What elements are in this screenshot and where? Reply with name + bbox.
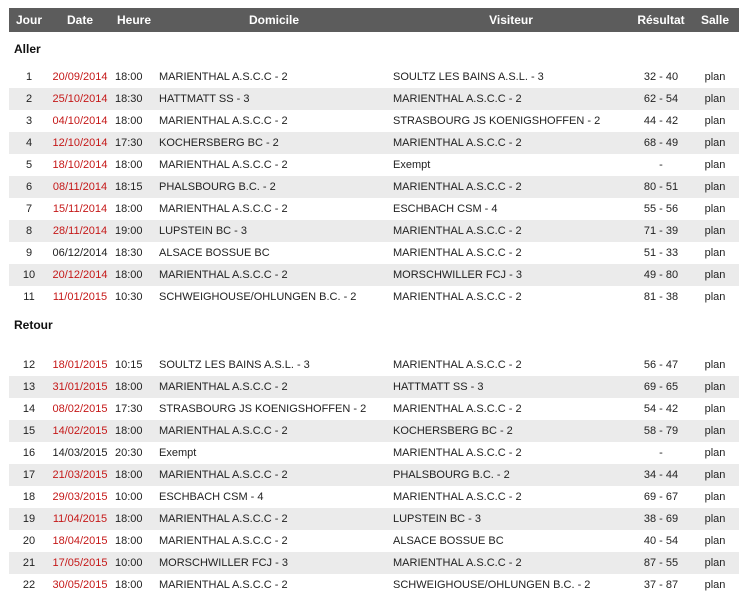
jour-cell: 8 [9, 220, 49, 242]
date-link[interactable]: 18/04/2015 [49, 530, 111, 552]
salle-plan-link[interactable]: plan [691, 530, 739, 552]
table-row [9, 464, 739, 486]
visiteur-team: MARIENTHAL A.S.C.C - 2 [391, 176, 631, 198]
heure-cell: 17:30 [111, 398, 157, 420]
heure-cell: 18:00 [111, 464, 157, 486]
heure-cell: 18:00 [111, 508, 157, 530]
date-link[interactable]: 29/03/2015 [49, 486, 111, 508]
resultat-cell: 87 - 55 [631, 552, 691, 574]
header-heure: Heure [111, 8, 157, 32]
domicile-team: MARIENTHAL A.S.C.C - 2 [157, 154, 391, 176]
resultat-cell: 58 - 79 [631, 420, 691, 442]
domicile-team: MARIENTHAL A.S.C.C - 2 [157, 264, 391, 286]
domicile-team: SCHWEIGHOUSE/OHLUNGEN B.C. - 2 [157, 286, 391, 308]
jour-cell: 7 [9, 198, 49, 220]
salle-plan-link[interactable]: plan [691, 420, 739, 442]
resultat-cell: 68 - 49 [631, 132, 691, 154]
visiteur-team: MARIENTHAL A.S.C.C - 2 [391, 220, 631, 242]
jour-cell: 13 [9, 376, 49, 398]
jour-cell: 19 [9, 508, 49, 530]
table-row [9, 376, 739, 398]
section-title: Aller [9, 32, 739, 66]
domicile-team: MARIENTHAL A.S.C.C - 2 [157, 376, 391, 398]
heure-cell: 18:00 [111, 530, 157, 552]
table-row [9, 530, 739, 552]
resultat-cell: 44 - 42 [631, 110, 691, 132]
date-link[interactable]: 11/04/2015 [49, 508, 111, 530]
jour-cell: 21 [9, 552, 49, 574]
resultat-cell: 37 - 87 [631, 574, 691, 596]
jour-cell: 22 [9, 574, 49, 596]
salle-plan-link[interactable]: plan [691, 132, 739, 154]
salle-plan-link[interactable]: plan [691, 354, 739, 376]
domicile-team: MARIENTHAL A.S.C.C - 2 [157, 66, 391, 88]
resultat-cell: - [631, 154, 691, 176]
resultat-cell: 80 - 51 [631, 176, 691, 198]
jour-cell: 12 [9, 354, 49, 376]
domicile-team: MARIENTHAL A.S.C.C - 2 [157, 574, 391, 596]
salle-plan-link[interactable]: plan [691, 508, 739, 530]
visiteur-team: MORSCHWILLER FCJ - 3 [391, 264, 631, 286]
jour-cell: 14 [9, 398, 49, 420]
table-row [9, 154, 739, 176]
domicile-team: Exempt [157, 442, 391, 464]
table-row [9, 398, 739, 420]
visiteur-team: KOCHERSBERG BC - 2 [391, 420, 631, 442]
table-row [9, 242, 739, 264]
date-link: 06/12/2014 [49, 242, 111, 264]
visiteur-team: MARIENTHAL A.S.C.C - 2 [391, 398, 631, 420]
salle-plan-link[interactable]: plan [691, 198, 739, 220]
heure-cell: 18:00 [111, 198, 157, 220]
jour-cell: 9 [9, 242, 49, 264]
heure-cell: 19:00 [111, 220, 157, 242]
heure-cell: 18:00 [111, 574, 157, 596]
resultat-cell: 71 - 39 [631, 220, 691, 242]
visiteur-team: PHALSBOURG B.C. - 2 [391, 464, 631, 486]
jour-cell: 20 [9, 530, 49, 552]
heure-cell: 18:00 [111, 420, 157, 442]
salle-plan-link[interactable]: plan [691, 464, 739, 486]
resultat-cell: 40 - 54 [631, 530, 691, 552]
domicile-team: MARIENTHAL A.S.C.C - 2 [157, 464, 391, 486]
table-row [9, 176, 739, 198]
salle-plan-link[interactable]: plan [691, 66, 739, 88]
domicile-team: MARIENTHAL A.S.C.C - 2 [157, 508, 391, 530]
jour-cell: 6 [9, 176, 49, 198]
heure-cell: 20:30 [111, 442, 157, 464]
visiteur-team: MARIENTHAL A.S.C.C - 2 [391, 88, 631, 110]
table-row [9, 198, 739, 220]
salle-plan-link[interactable]: plan [691, 242, 739, 264]
date-link[interactable]: 28/11/2014 [49, 220, 111, 242]
resultat-cell: 55 - 56 [631, 198, 691, 220]
section-row [9, 308, 739, 342]
heure-cell: 10:00 [111, 486, 157, 508]
domicile-team: ALSACE BOSSUE BC [157, 242, 391, 264]
jour-cell: 4 [9, 132, 49, 154]
header-jour: Jour [9, 8, 49, 32]
header-salle: Salle [691, 8, 739, 32]
section-spacer [9, 342, 739, 354]
heure-cell: 10:15 [111, 354, 157, 376]
resultat-cell: 69 - 65 [631, 376, 691, 398]
heure-cell: 18:30 [111, 242, 157, 264]
heure-cell: 18:00 [111, 110, 157, 132]
date-link[interactable]: 12/10/2014 [49, 132, 111, 154]
visiteur-team: HATTMATT SS - 3 [391, 376, 631, 398]
table-row [9, 354, 739, 376]
table-row [9, 88, 739, 110]
jour-cell: 1 [9, 66, 49, 88]
date-link[interactable]: 18/01/2015 [49, 354, 111, 376]
header-date: Date [49, 8, 111, 32]
resultat-cell: 56 - 47 [631, 354, 691, 376]
date-link[interactable]: 20/09/2014 [49, 66, 111, 88]
visiteur-team: SOULTZ LES BAINS A.S.L. - 3 [391, 66, 631, 88]
schedule-table [9, 8, 739, 596]
salle-plan-link[interactable]: plan [691, 442, 739, 464]
table-row [9, 110, 739, 132]
table-row [9, 220, 739, 242]
date-link[interactable]: 17/05/2015 [49, 552, 111, 574]
visiteur-team: MARIENTHAL A.S.C.C - 2 [391, 486, 631, 508]
visiteur-team: MARIENTHAL A.S.C.C - 2 [391, 242, 631, 264]
salle-plan-link[interactable]: plan [691, 264, 739, 286]
visiteur-team: MARIENTHAL A.S.C.C - 2 [391, 552, 631, 574]
visiteur-team: LUPSTEIN BC - 3 [391, 508, 631, 530]
domicile-team: HATTMATT SS - 3 [157, 88, 391, 110]
resultat-cell: 81 - 38 [631, 286, 691, 308]
domicile-team: MORSCHWILLER FCJ - 3 [157, 552, 391, 574]
section-row [9, 32, 739, 66]
date-link[interactable]: 04/10/2014 [49, 110, 111, 132]
visiteur-team: Exempt [391, 154, 631, 176]
resultat-cell: 38 - 69 [631, 508, 691, 530]
heure-cell: 18:00 [111, 66, 157, 88]
salle-plan-link[interactable]: plan [691, 552, 739, 574]
visiteur-team: SCHWEIGHOUSE/OHLUNGEN B.C. - 2 [391, 574, 631, 596]
salle-plan-link[interactable]: plan [691, 220, 739, 242]
table-row [9, 486, 739, 508]
table-row [9, 286, 739, 308]
date-link[interactable]: 08/02/2015 [49, 398, 111, 420]
jour-cell: 18 [9, 486, 49, 508]
resultat-cell: 62 - 54 [631, 88, 691, 110]
domicile-team: SOULTZ LES BAINS A.S.L. - 3 [157, 354, 391, 376]
table-row [9, 574, 739, 596]
resultat-cell: 69 - 67 [631, 486, 691, 508]
salle-plan-link[interactable]: plan [691, 154, 739, 176]
visiteur-team: MARIENTHAL A.S.C.C - 2 [391, 286, 631, 308]
domicile-team: MARIENTHAL A.S.C.C - 2 [157, 110, 391, 132]
header-domicile: Domicile [157, 8, 391, 32]
visiteur-team: ESCHBACH CSM - 4 [391, 198, 631, 220]
header-resultat: Résultat [631, 8, 691, 32]
date-link[interactable]: 14/02/2015 [49, 420, 111, 442]
resultat-cell: 51 - 33 [631, 242, 691, 264]
resultat-cell: 32 - 40 [631, 66, 691, 88]
visiteur-team: ALSACE BOSSUE BC [391, 530, 631, 552]
table-row [9, 552, 739, 574]
jour-cell: 16 [9, 442, 49, 464]
table-row [9, 442, 739, 464]
header-row [9, 8, 739, 32]
salle-plan-link[interactable]: plan [691, 286, 739, 308]
visiteur-team: STRASBOURG JS KOENIGSHOFFEN - 2 [391, 110, 631, 132]
date-link[interactable]: 08/11/2014 [49, 176, 111, 198]
date-link[interactable]: 31/01/2015 [49, 376, 111, 398]
date-link[interactable]: 15/11/2014 [49, 198, 111, 220]
heure-cell: 17:30 [111, 132, 157, 154]
domicile-team: MARIENTHAL A.S.C.C - 2 [157, 198, 391, 220]
table-row [9, 420, 739, 442]
jour-cell: 15 [9, 420, 49, 442]
salle-plan-link[interactable]: plan [691, 88, 739, 110]
domicile-team: KOCHERSBERG BC - 2 [157, 132, 391, 154]
date-link[interactable]: 30/05/2015 [49, 574, 111, 596]
resultat-cell: 34 - 44 [631, 464, 691, 486]
heure-cell: 10:30 [111, 286, 157, 308]
salle-plan-link[interactable]: plan [691, 376, 739, 398]
jour-cell: 5 [9, 154, 49, 176]
visiteur-team: MARIENTHAL A.S.C.C - 2 [391, 132, 631, 154]
domicile-team: MARIENTHAL A.S.C.C - 2 [157, 420, 391, 442]
date-link[interactable]: 25/10/2014 [49, 88, 111, 110]
jour-cell: 17 [9, 464, 49, 486]
domicile-team: PHALSBOURG B.C. - 2 [157, 176, 391, 198]
date-link[interactable]: 21/03/2015 [49, 464, 111, 486]
salle-plan-link[interactable]: plan [691, 486, 739, 508]
salle-plan-link[interactable]: plan [691, 398, 739, 420]
heure-cell: 18:30 [111, 88, 157, 110]
visiteur-team: MARIENTHAL A.S.C.C - 2 [391, 354, 631, 376]
domicile-team: LUPSTEIN BC - 3 [157, 220, 391, 242]
table-row [9, 132, 739, 154]
salle-plan-link[interactable]: plan [691, 110, 739, 132]
date-link[interactable]: 20/12/2014 [49, 264, 111, 286]
resultat-cell: - [631, 442, 691, 464]
table-row [9, 508, 739, 530]
salle-plan-link[interactable]: plan [691, 176, 739, 198]
visiteur-team: MARIENTHAL A.S.C.C - 2 [391, 442, 631, 464]
heure-cell: 18:00 [111, 376, 157, 398]
table-row [9, 66, 739, 88]
table-row [9, 264, 739, 286]
domicile-team: MARIENTHAL A.S.C.C - 2 [157, 530, 391, 552]
jour-cell: 2 [9, 88, 49, 110]
heure-cell: 10:00 [111, 552, 157, 574]
jour-cell: 3 [9, 110, 49, 132]
section-title: Retour [9, 308, 739, 342]
jour-cell: 11 [9, 286, 49, 308]
date-link: 14/03/2015 [49, 442, 111, 464]
schedule-container [9, 8, 739, 596]
resultat-cell: 49 - 80 [631, 264, 691, 286]
spacer-cell [9, 342, 739, 354]
table-body [9, 32, 739, 596]
date-link[interactable]: 11/01/2015 [49, 286, 111, 308]
resultat-cell: 54 - 42 [631, 398, 691, 420]
jour-cell: 10 [9, 264, 49, 286]
heure-cell: 18:00 [111, 154, 157, 176]
domicile-team: ESCHBACH CSM - 4 [157, 486, 391, 508]
heure-cell: 18:00 [111, 264, 157, 286]
date-link[interactable]: 18/10/2014 [49, 154, 111, 176]
header-visiteur: Visiteur [391, 8, 631, 32]
salle-plan-link[interactable]: plan [691, 574, 739, 596]
heure-cell: 18:15 [111, 176, 157, 198]
table-header [9, 8, 739, 32]
domicile-team: STRASBOURG JS KOENIGSHOFFEN - 2 [157, 398, 391, 420]
